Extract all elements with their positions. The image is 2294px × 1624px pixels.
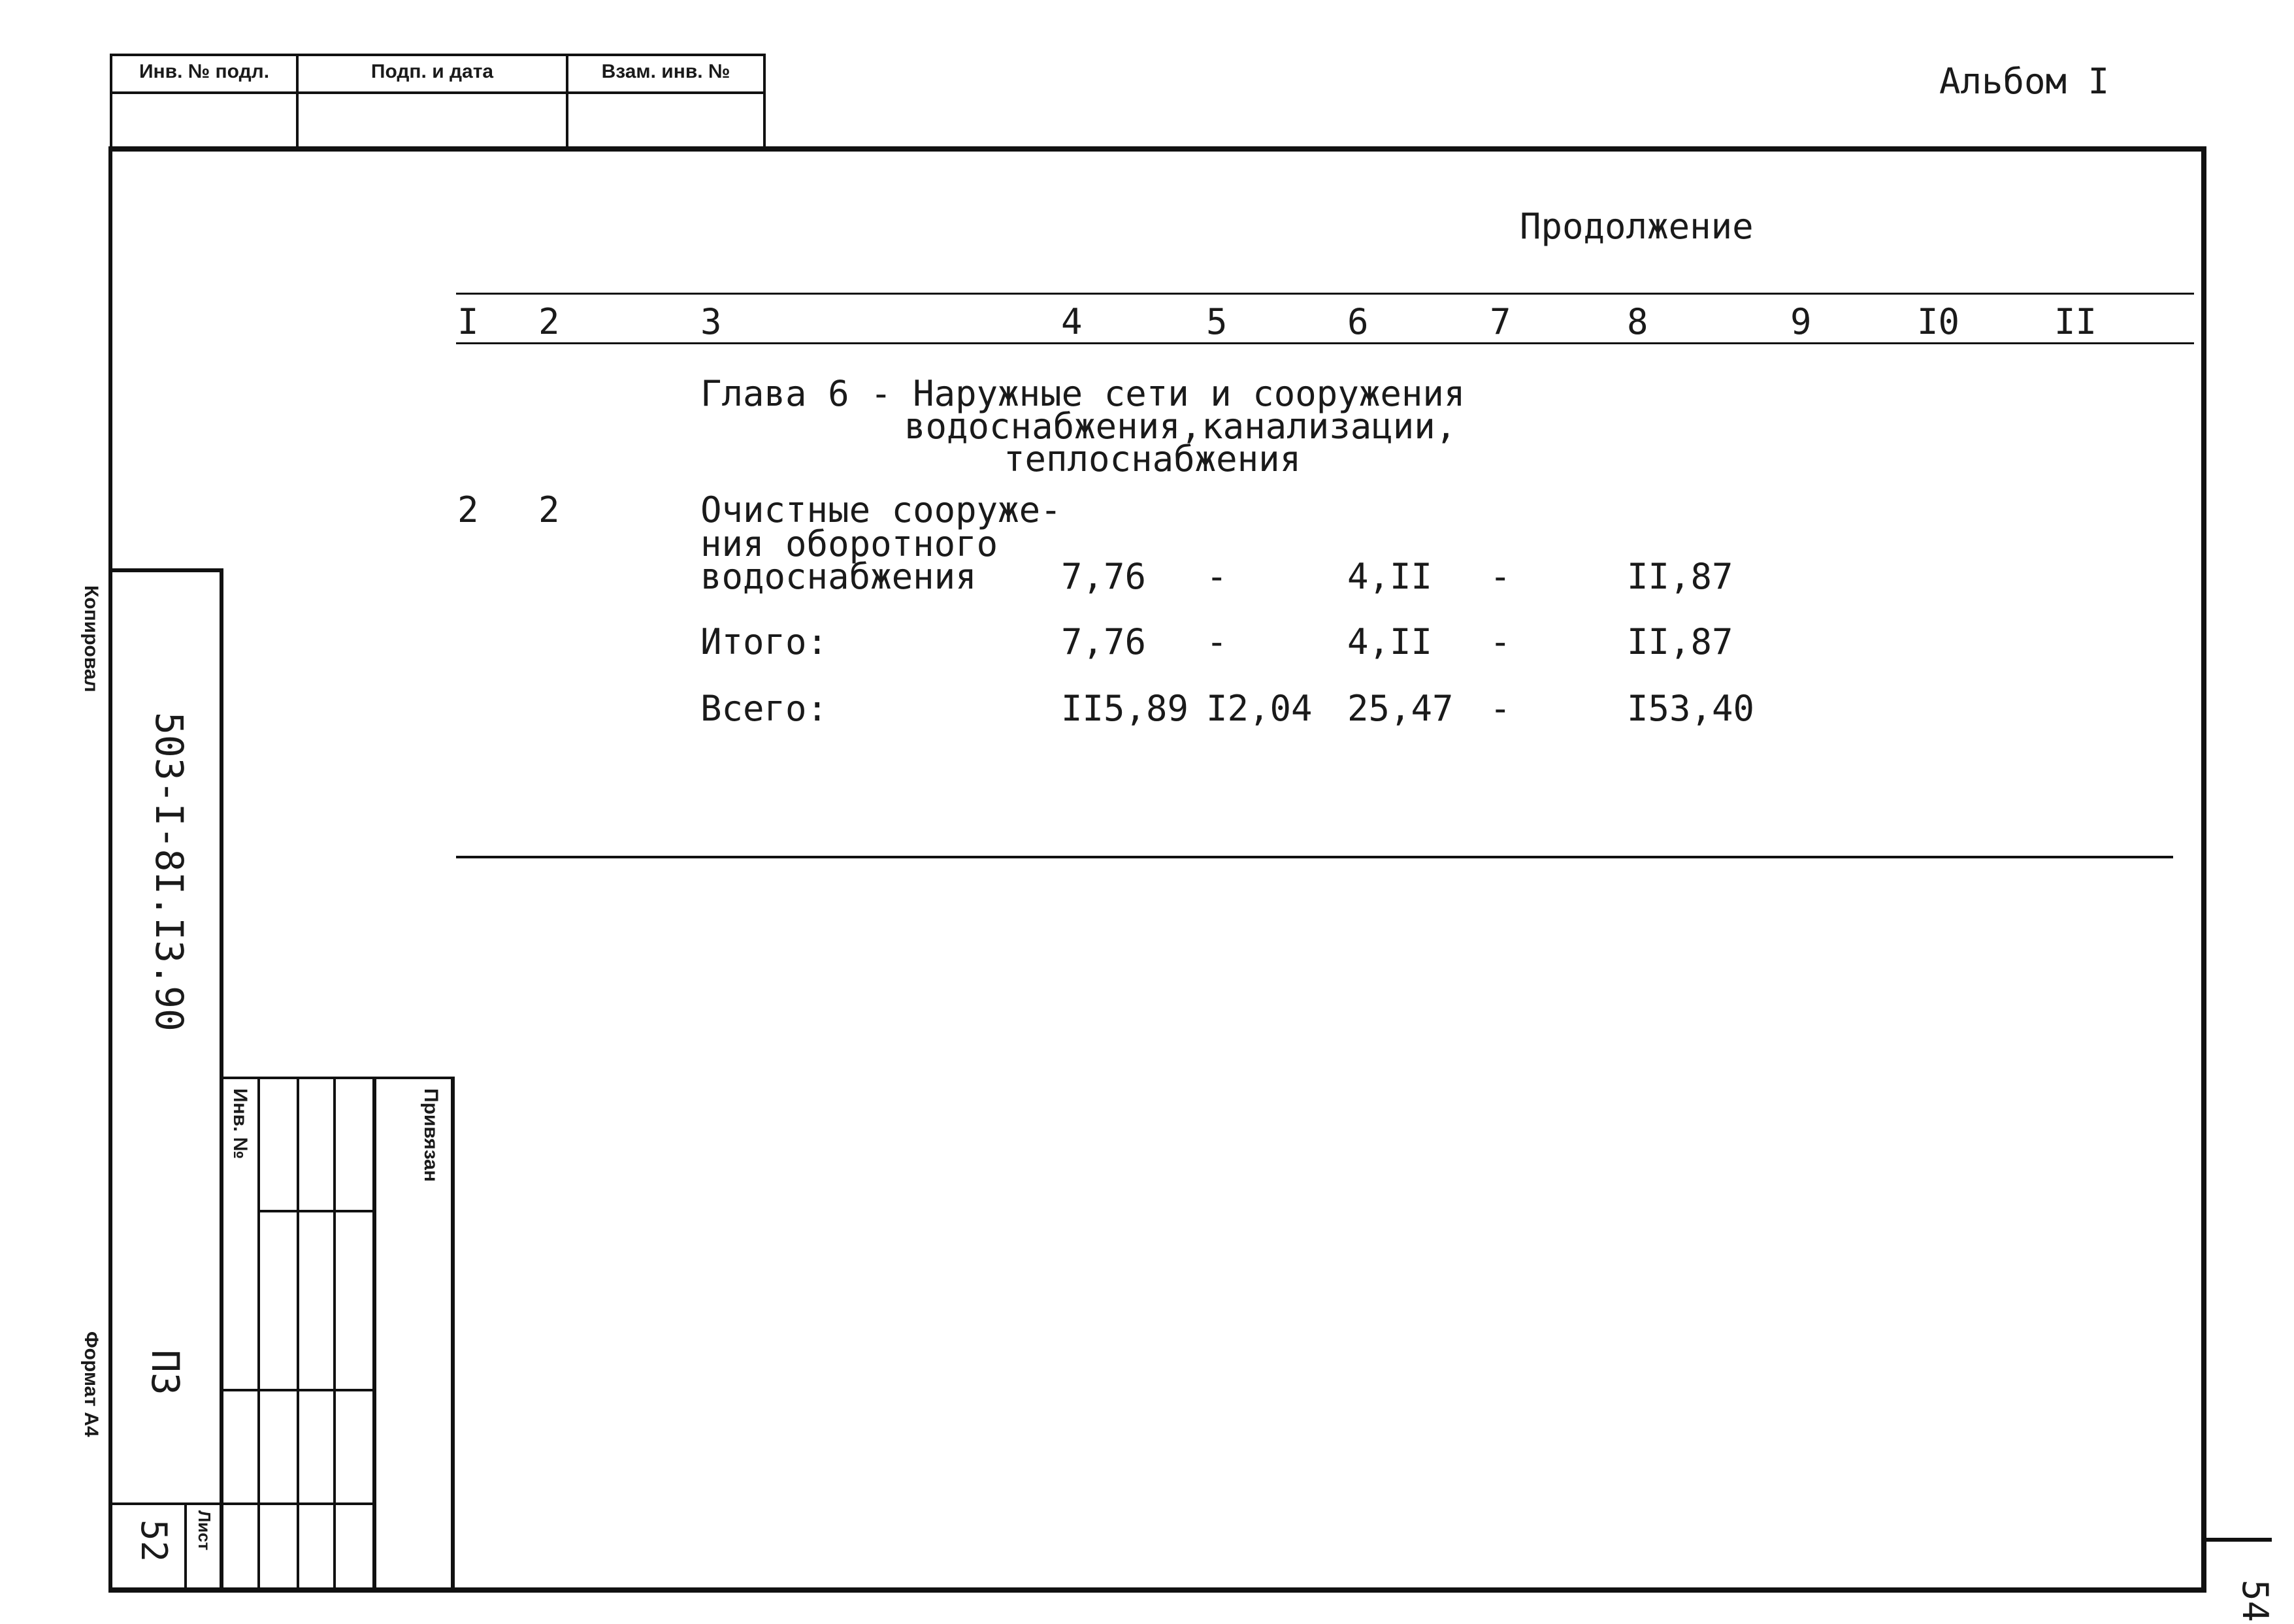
chapter-heading-line-2: водоснабжения,канализации, <box>904 406 1457 447</box>
kopiroval-label: Копировал <box>80 585 102 692</box>
row-col-6: 25,47 <box>1347 688 1454 729</box>
document-code: 503-I-8I.I3.90 <box>147 712 191 1031</box>
row-col-8: II,87 <box>1627 556 1733 597</box>
album-label: Альбом I <box>1939 61 2110 102</box>
row-col-2: 2 <box>538 489 560 530</box>
col-num-5: 5 <box>1206 301 1228 342</box>
continuation-label: Продолжение <box>1520 206 1754 247</box>
row-col-4: 7,76 <box>1061 556 1147 597</box>
stamp-header-podp-data: Подп. и дата <box>370 61 494 82</box>
col-num-9: 9 <box>1790 301 1812 342</box>
row-col-8: I53,40 <box>1627 688 1755 729</box>
col-num-10: I0 <box>1917 301 1960 342</box>
inv-label: Инв. № <box>229 1088 251 1160</box>
row-col-8: II,87 <box>1627 621 1733 662</box>
col-num-11: II <box>2054 301 2097 342</box>
col-num-8: 8 <box>1627 301 1648 342</box>
col-num-6: 6 <box>1347 301 1369 342</box>
row-col-4: 7,76 <box>1061 621 1147 662</box>
stamp-header-inv-podl: Инв. № подл. <box>139 61 270 82</box>
col-num-2: 2 <box>538 301 560 342</box>
row-col-5: - <box>1206 621 1228 662</box>
format-label: Формат А4 <box>80 1331 102 1437</box>
row-col-5: I2,04 <box>1206 688 1313 729</box>
row-col-4: II5,89 <box>1061 688 1189 729</box>
stamp-header-vzam-inv: Взам. инв. № <box>601 61 730 82</box>
row-name-line-1: Итого: <box>700 621 828 662</box>
col-num-4: 4 <box>1061 301 1083 342</box>
col-num-7: 7 <box>1490 301 1511 342</box>
section-code: ПЗ <box>143 1350 188 1395</box>
row-col-5: - <box>1206 556 1228 597</box>
row-name-line-1: Всего: <box>700 688 828 729</box>
col-num-1: I <box>457 301 479 342</box>
row-name-line-2: ния оборотного <box>700 523 998 564</box>
row-col-7: - <box>1490 688 1511 729</box>
row-col-7: - <box>1490 621 1511 662</box>
privyazan-label: Привязан <box>420 1088 442 1182</box>
row-col-1: 2 <box>457 489 479 530</box>
row-col-7: - <box>1490 556 1511 597</box>
sheet-number: 52 <box>133 1519 174 1563</box>
col-num-3: 3 <box>700 301 722 342</box>
row-name-line-3: водоснабжения <box>700 556 977 597</box>
sheet-label: Лист <box>195 1510 214 1551</box>
chapter-heading-line-3: теплоснабжения <box>1004 438 1302 479</box>
page-number: 54 <box>2235 1580 2276 1623</box>
row-name-line-1: Очистные сооруже- <box>700 489 1062 530</box>
row-col-6: 4,II <box>1347 621 1433 662</box>
row-col-6: 4,II <box>1347 556 1433 597</box>
chapter-heading-line-1: Глава 6 - Наружные сети и сооружения <box>700 373 1466 414</box>
